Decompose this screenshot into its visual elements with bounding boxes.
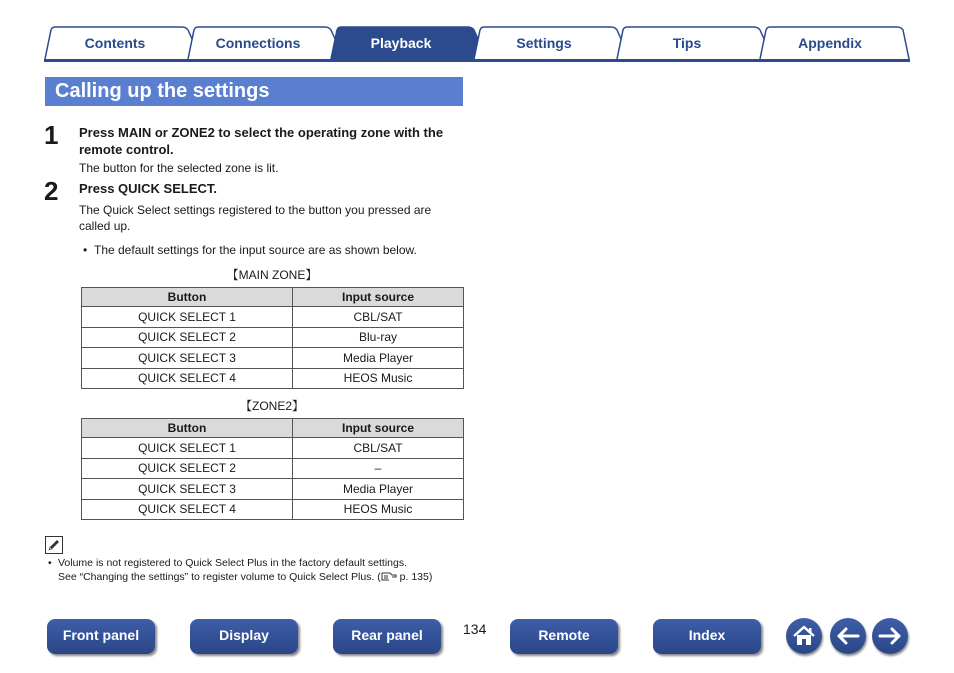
column-header-button: Button — [82, 288, 293, 307]
table-row — [82, 348, 464, 369]
main-zone-table — [81, 287, 464, 389]
table-header-row — [82, 419, 464, 438]
table-row — [82, 438, 464, 459]
bullet-default-settings — [83, 242, 417, 258]
step-1-heading: Press MAIN or ZONE2 to select the operating zone with the remote control. — [79, 125, 444, 157]
table-row — [82, 479, 464, 500]
tab-settings[interactable]: Settings — [516, 35, 572, 51]
table-cell: Media Player — [293, 479, 464, 500]
note-bullet: • — [48, 557, 52, 569]
table-cell: HEOS Music — [293, 368, 464, 389]
main-zone-caption: 【MAIN ZONE】 — [226, 268, 318, 282]
column-header-input-source: Input source — [293, 419, 464, 438]
bullet-text: The default settings for the input source are as shown below. — [94, 243, 417, 257]
table-cell: QUICK SELECT 1 — [82, 307, 293, 328]
table-cell: QUICK SELECT 1 — [82, 438, 293, 459]
tab-bar — [44, 26, 910, 62]
rear-panel-button[interactable]: Rear panel — [333, 619, 441, 654]
table-cell: QUICK SELECT 3 — [82, 348, 293, 369]
tab-playback[interactable]: Playback — [370, 35, 432, 51]
tab-tips[interactable]: Tips — [672, 35, 702, 51]
tab-connections[interactable]: Connections — [215, 35, 301, 51]
table-cell: QUICK SELECT 3 — [82, 479, 293, 500]
column-header-input-source: Input source — [293, 288, 464, 307]
remote-button[interactable]: Remote — [510, 619, 618, 654]
step-number-1: 1 — [44, 120, 59, 150]
tab-contents[interactable]: Contents — [84, 35, 146, 51]
step-1-text: The button for the selected zone is lit. — [79, 161, 279, 175]
note-block — [48, 556, 432, 586]
table-row — [82, 368, 464, 389]
tab-appendix[interactable]: Appendix — [798, 35, 862, 51]
zone2-table — [81, 418, 464, 520]
note-line-1: Volume is not registered to Quick Select Plus in the factory default settings. — [58, 557, 408, 569]
table-cell: – — [293, 458, 464, 479]
index-button[interactable]: Index — [653, 619, 761, 654]
table-row — [82, 458, 464, 479]
forward-button[interactable] — [872, 618, 908, 654]
table-cell: Blu-ray — [293, 327, 464, 348]
back-button[interactable] — [830, 618, 866, 654]
table-cell: QUICK SELECT 4 — [82, 368, 293, 389]
table-row — [82, 307, 464, 328]
note-page-ref[interactable]: p. 135) — [396, 571, 433, 583]
table-cell: QUICK SELECT 2 — [82, 458, 293, 479]
page-number: 134 — [463, 621, 487, 637]
table-header-row — [82, 288, 464, 307]
home-button[interactable] — [786, 618, 822, 654]
table-row — [82, 327, 464, 348]
forward-arrow-icon — [872, 618, 908, 654]
step-2-heading: Press QUICK SELECT. — [79, 181, 217, 196]
table-cell: CBL/SAT — [293, 307, 464, 328]
table-row — [82, 499, 464, 520]
tab-underline — [44, 59, 910, 62]
column-header-button: Button — [82, 419, 293, 438]
home-icon — [786, 618, 822, 654]
table-cell: Media Player — [293, 348, 464, 369]
zone2-caption: 【ZONE2】 — [239, 399, 304, 413]
page-title: Calling up the settings — [45, 77, 463, 106]
display-button[interactable]: Display — [190, 619, 298, 654]
front-panel-button[interactable]: Front panel — [47, 619, 155, 654]
note-line-2: See “Changing the settings” to register volume to Quick Select Plus. ( — [58, 571, 381, 583]
bullet-dot: • — [83, 243, 88, 257]
pencil-icon — [45, 536, 63, 554]
reference-icon[interactable] — [381, 571, 397, 586]
step-2-text: The Quick Select settings registered to the button you pressed are called up. — [79, 203, 432, 233]
table-cell: QUICK SELECT 2 — [82, 327, 293, 348]
back-arrow-icon — [830, 618, 866, 654]
step-number-2: 2 — [44, 176, 59, 206]
table-cell: HEOS Music — [293, 499, 464, 520]
table-cell: QUICK SELECT 4 — [82, 499, 293, 520]
table-cell: CBL/SAT — [293, 438, 464, 459]
